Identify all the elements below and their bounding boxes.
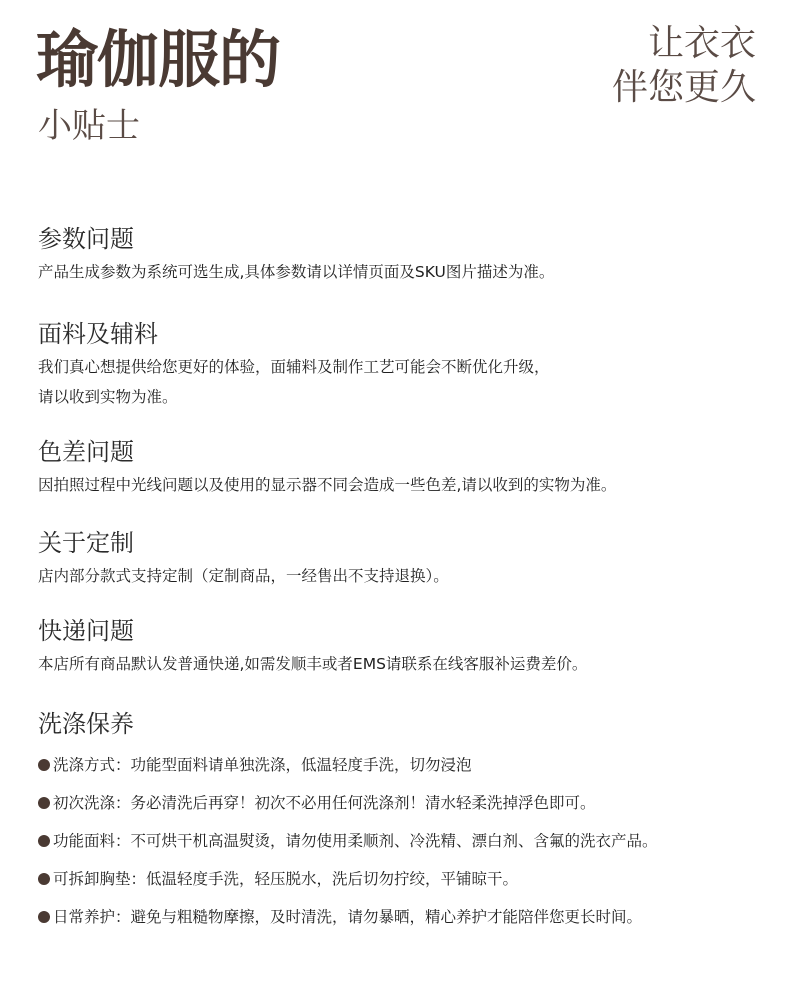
list-item xyxy=(38,898,770,936)
section-fabric xyxy=(38,318,770,412)
section-custom xyxy=(38,527,770,591)
section-text-line-1: 我们真心想提供给您更好的体验，面辅料及制作工艺可能会不断优化升级， xyxy=(38,358,550,376)
slogan xyxy=(612,22,756,110)
list-item-text: 日常养护：避免与粗糙物摩擦，及时清洗，请勿暴晒，精心养护才能陪伴您更长时间。 xyxy=(53,908,643,926)
list-item-text: 初次洗涤：务必清洗后再穿！初次不必用任何洗涤剂！清水轻柔洗掉浮色即可。 xyxy=(53,794,596,812)
section-text: 产品生成参数为系统可选生成,具体参数请以详情页面及SKU图片描述为准。 xyxy=(38,263,555,281)
care-list xyxy=(38,746,770,936)
page-subtitle: 小贴士 xyxy=(38,106,140,146)
list-item xyxy=(38,784,770,822)
section-text-line-2: 请以收到实物为准。 xyxy=(38,388,178,406)
section-params xyxy=(38,223,770,287)
section-text: 店内部分款式支持定制（定制商品，一经售出不支持退换）。 xyxy=(38,567,449,585)
list-item-text: 洗涤方式：功能型面料请单独洗涤，低温轻度手洗，切勿浸泡 xyxy=(53,756,472,774)
section-shipping xyxy=(38,615,770,679)
list-item xyxy=(38,860,770,898)
page-title: 瑜伽服的 xyxy=(36,23,281,96)
section-heading: 快递问题 xyxy=(38,617,134,645)
list-item xyxy=(38,746,770,784)
list-item-text: 可拆卸胸垫：低温轻度手洗，轻压脱水，洗后切勿拧绞，平铺晾干。 xyxy=(53,870,519,888)
slogan-line-1: 让衣衣 xyxy=(647,23,756,64)
slogan-line-2: 伴您更久 xyxy=(611,67,756,108)
section-color xyxy=(38,436,770,500)
bullet-dot-icon xyxy=(38,911,50,923)
section-text: 本店所有商品默认发普通快递,如需发顺丰或者EMS请联系在线客服补运费差价。 xyxy=(38,655,588,673)
list-item xyxy=(38,822,770,860)
bullet-dot-icon xyxy=(38,835,50,847)
section-text: 因拍照过程中光线问题以及使用的显示器不同会造成一些色差,请以收到的实物为准。 xyxy=(38,476,617,494)
section-heading: 色差问题 xyxy=(38,438,134,466)
bullet-dot-icon xyxy=(38,759,50,771)
section-heading: 洗涤保养 xyxy=(38,710,134,738)
list-item-text: 功能面料：不可烘干机高温熨烫，请勿使用柔顺剂、冷洗精、漂白剂、含氟的洗衣产品。 xyxy=(53,832,658,850)
section-heading: 面料及辅料 xyxy=(38,320,158,348)
bullet-dot-icon xyxy=(38,873,50,885)
section-heading: 参数问题 xyxy=(38,225,134,253)
bullet-dot-icon xyxy=(38,797,50,809)
section-care xyxy=(38,708,770,936)
section-heading: 关于定制 xyxy=(38,529,134,557)
